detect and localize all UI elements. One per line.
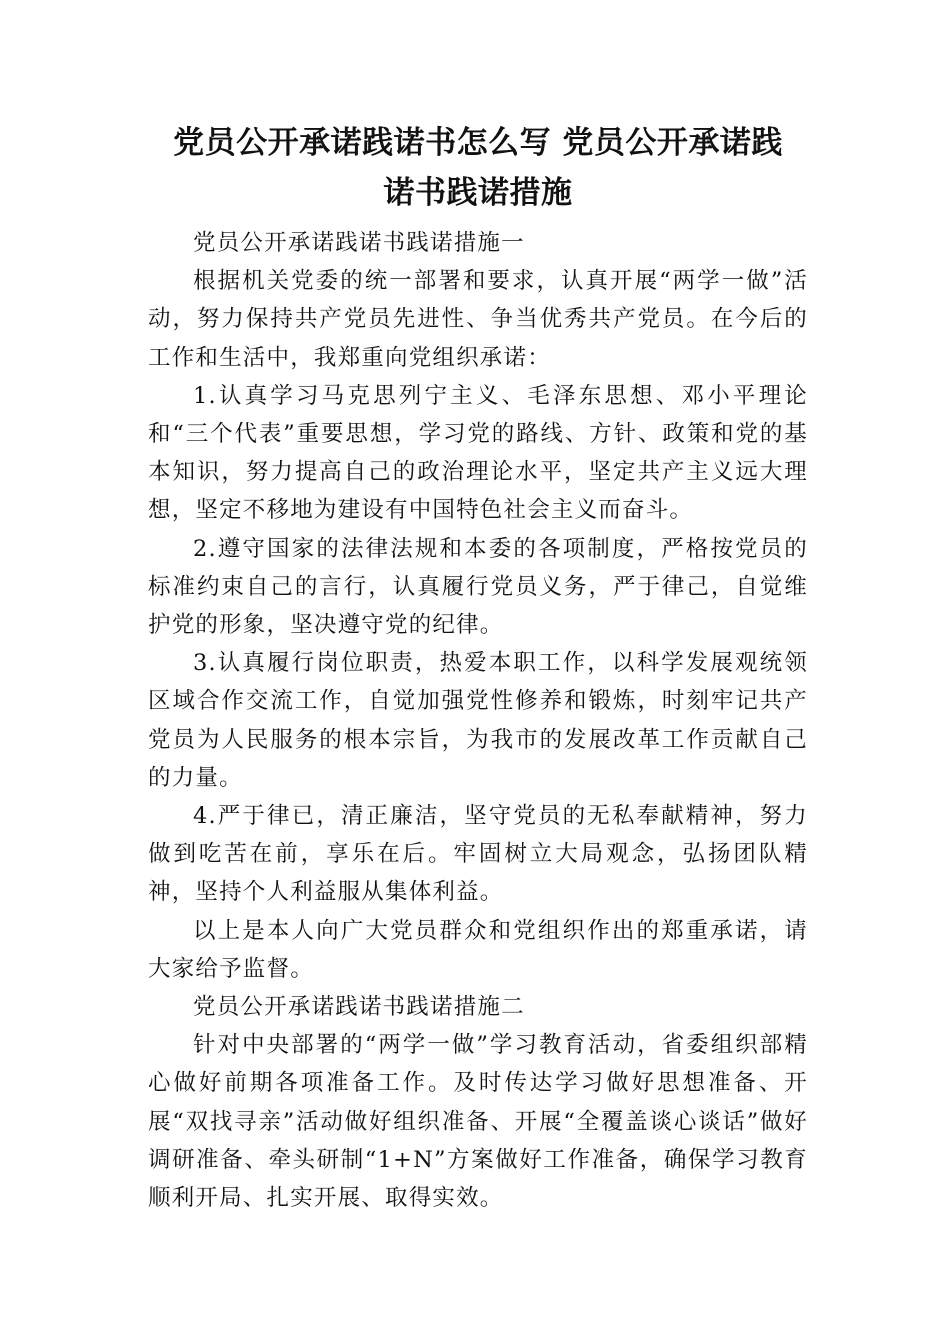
paragraph-item-4: 4.严于律已，清正廉洁，坚守党员的无私奉献精神，努力做到吃苦在前，享乐在后。牢固树立大局观念，弘扬团队精神，坚持个人利益服从集体利益。 bbox=[148, 803, 808, 906]
paragraph-closing: 以上是本人向广大党员群众和党组织作出的郑重承诺，请大家给予监督。 bbox=[148, 917, 808, 982]
section-heading-2: 党员公开承诺践诺书践诺措施二 bbox=[193, 994, 525, 1021]
paragraph-item-1: 1.认真学习马克思列宁主义、毛泽东思想、邓小平理论和“三个代表”重要思想，学习党的路线、方针、政策和党的基本知识，努力提高自己的政治理论水平，坚定共产主义远大理想，坚定不移地为建设有中国特色社会主义而奋斗。 bbox=[148, 382, 808, 524]
document-page bbox=[148, 118, 808, 1217]
paragraph-section-2: 针对中央部署的“两学一做”学习教育活动，省委组织部精心做好前期各项准备工作。及时传达学习做好思想准备、开展“双找寻亲”活动做好组织准备、开展“全覆盖谈心谈话”做好调研准备、牵头研制“1+N”方案做好工作准备，确保学习教育顺利开局、扎实开展、取得实效。 bbox=[148, 1032, 808, 1212]
paragraph-item-3: 3.认真履行岗位职责，热爱本职工作，以科学发展观统领区域合作交流工作，自觉加强党性修养和锻炼，时刻牢记共产党员为人民服务的根本宗旨，为我市的发展改革工作贡献自己的力量。 bbox=[148, 650, 808, 791]
title-line-2: 诺书践诺措施 bbox=[383, 175, 573, 211]
paragraph-intro: 根据机关党委的统一部署和要求，认真开展“两学一做”活动，努力保持共产党员先进性、争当优秀共产党员。在今后的工作和生活中，我郑重向党组织承诺： bbox=[148, 268, 808, 371]
document-title bbox=[148, 118, 808, 218]
paragraph-item-2: 2.遵守国家的法律法规和本委的各项制度，严格按党员的标准约束自己的言行，认真履行党员义务，严于律己，自觉维护党的形象，坚决遵守党的纪律。 bbox=[148, 535, 808, 639]
section-heading-1: 党员公开承诺践诺书践诺措施一 bbox=[193, 230, 525, 256]
title-line-1: 党员公开承诺践诺书怎么写 党员公开承诺践 bbox=[173, 125, 783, 161]
